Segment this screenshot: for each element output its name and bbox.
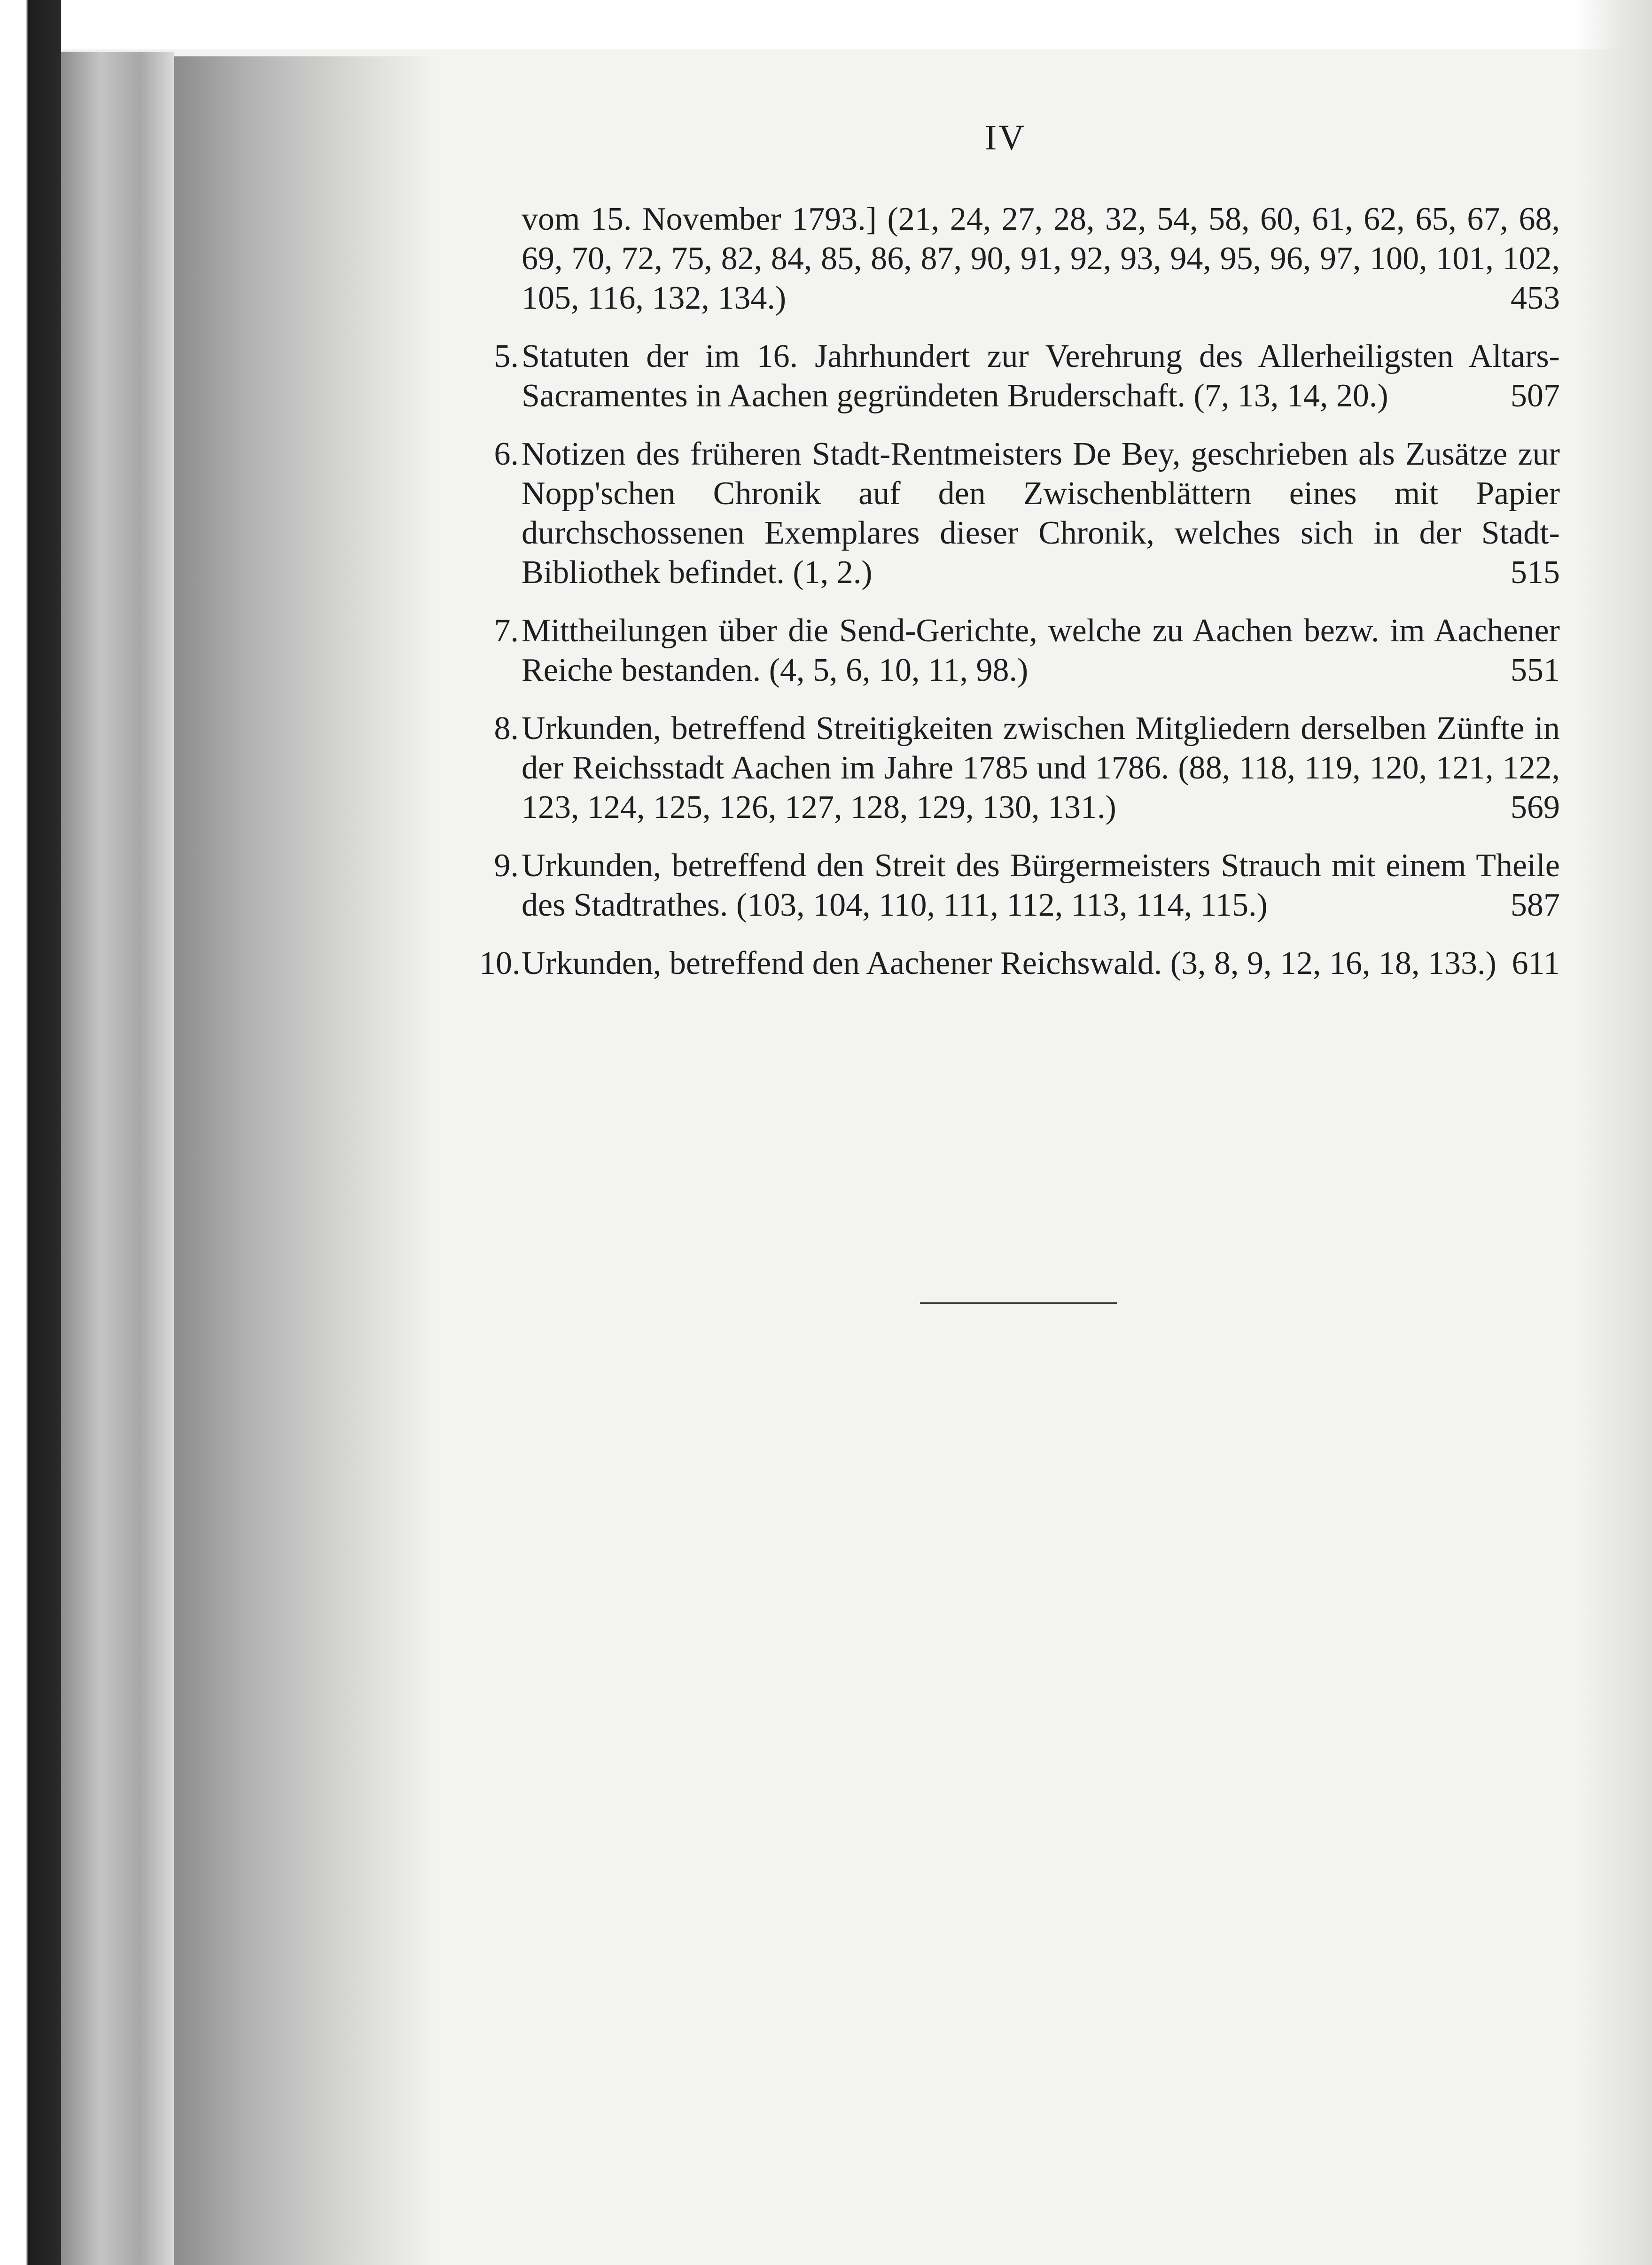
gutter-shadow	[174, 56, 437, 2265]
toc-entry	[479, 944, 1560, 983]
toc-entry-page: 551	[1511, 652, 1560, 688]
toc-entry-page: 569	[1511, 789, 1560, 825]
toc-entry	[479, 846, 1560, 925]
scan-right-edge	[1577, 0, 1652, 2265]
page-number: IV	[984, 118, 1027, 157]
toc-entry	[479, 611, 1560, 690]
toc-entry-page: 587	[1511, 887, 1560, 923]
toc-entry-text: Statuten der im 16. Jahrhundert zur Verehrung des Allerheiligsten Altars-Sacramentes in Aachen gegründeten Bruderschaft. (7, 13, 14, 20.)	[522, 338, 1560, 414]
toc-entry-number: 9.	[494, 848, 519, 884]
toc-entry-number: 6.	[494, 436, 519, 472]
toc-entry	[479, 435, 1560, 592]
toc-entry-text: Mittheilungen über die Send-Gerichte, welche zu Aachen bezw. im Aachener Reiche bestanden. (4, 5, 6, 10, 11, 98.)	[522, 613, 1560, 688]
book-gutter	[61, 52, 174, 2265]
toc-entry-page: 507	[1511, 378, 1560, 414]
scan-left-edge	[0, 0, 61, 2265]
toc-entry-text: Urkunden, betreffend Streitigkeiten zwischen Mitgliedern derselben Zünfte in der Reichsstadt Aachen im Jahre 1785 und 1786. (88, 118, 119, 120, 121, 122, 123, 124, 125, 126, 127, 128, 129, 130, 131.)	[522, 710, 1560, 825]
toc-entry-continuation	[479, 200, 1560, 318]
table-of-contents	[479, 200, 1560, 1002]
toc-entry-page: 515	[1511, 554, 1560, 591]
section-divider	[920, 1302, 1117, 1304]
scan-top-margin	[0, 0, 1652, 49]
toc-entry-number: 8.	[494, 710, 519, 747]
toc-entry-text: Urkunden, betreffend den Streit des Bürgermeisters Strauch mit einem Theile des Stadtrathes. (103, 104, 110, 111, 112, 113, 114, 115.)	[522, 848, 1560, 923]
toc-entry-text: Urkunden, betreffend den Aachener Reichswald. (3, 8, 9, 12, 16, 18, 133.)	[522, 945, 1496, 981]
toc-entry-page: 453	[1511, 280, 1560, 316]
toc-entry-number: 5.	[494, 338, 519, 374]
toc-entry	[479, 709, 1560, 827]
toc-entry-text: Notizen des früheren Stadt-Rentmeisters De Bey, geschrieben als Zusätze zur Nopp'schen Chronik auf den Zwischenblättern eines mit Papier durchschossenen Exemplares dieser Chronik, welches sich in der Stadt-Bibliothek befindet. (1, 2.)	[522, 436, 1560, 591]
toc-entry-page: 611	[1512, 945, 1560, 981]
toc-entry	[479, 337, 1560, 416]
toc-entry-text: vom 15. November 1793.] (21, 24, 27, 28, 32, 54, 58, 60, 61, 62, 65, 67, 68, 69, 70, 72, 75, 82, 84, 85, 86, 87, 90, 91, 92, 93, 94, 95, 96, 97, 100, 101, 102, 105, 116, 132, 134.)	[522, 201, 1560, 316]
toc-entry-number: 7.	[494, 613, 519, 649]
toc-entry-number: 10.	[479, 945, 521, 981]
